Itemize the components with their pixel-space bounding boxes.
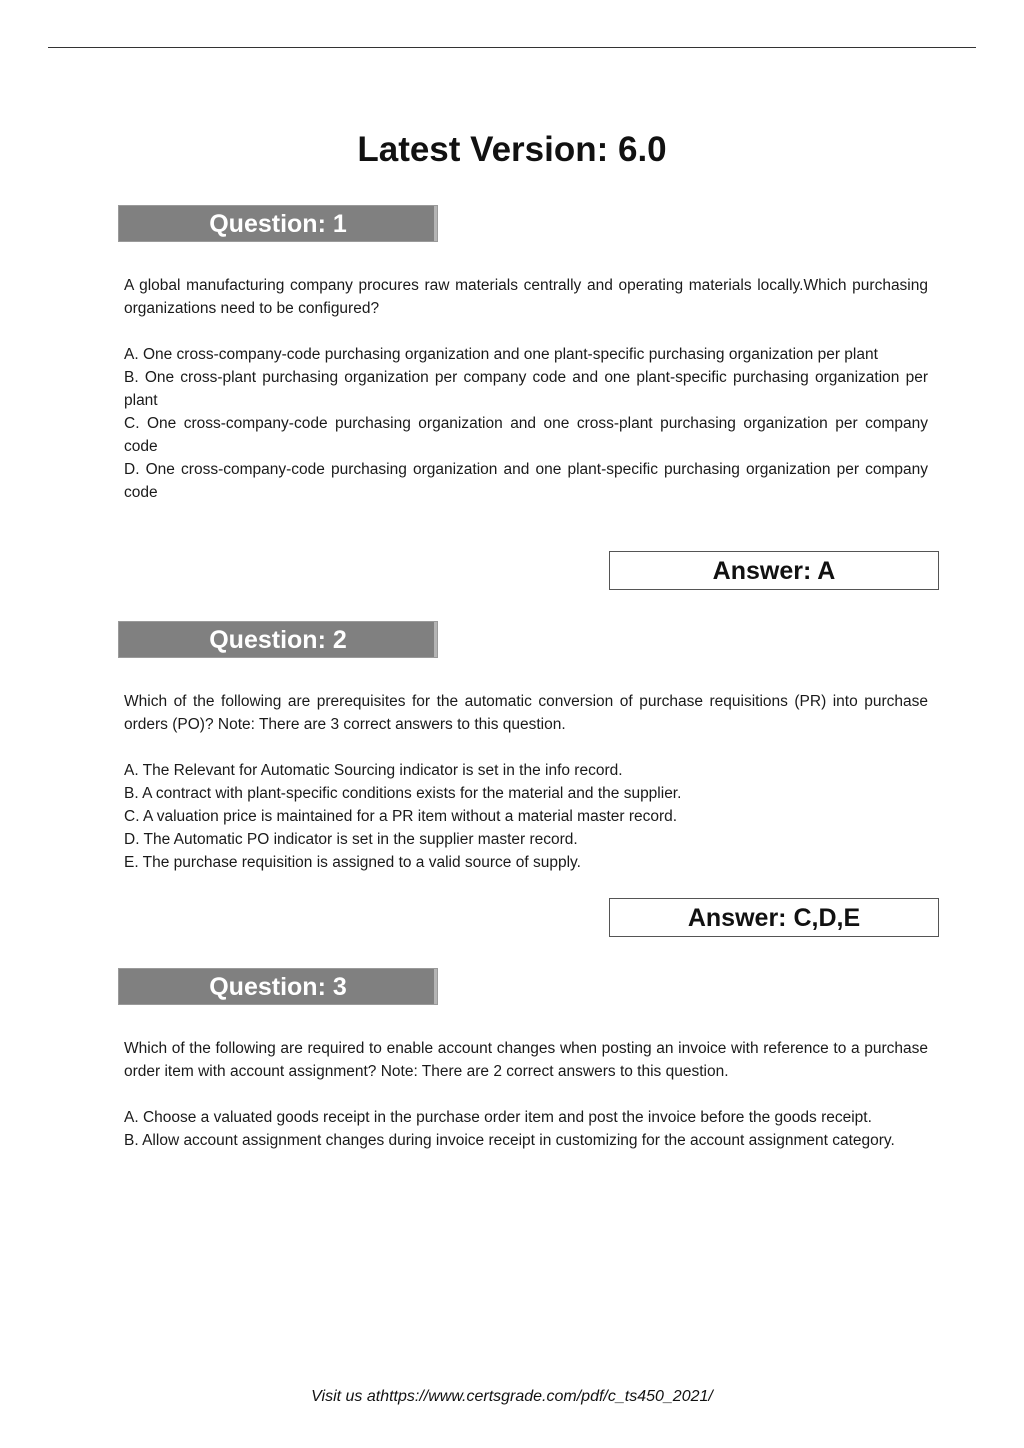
- question-3-header: Question: 3: [118, 968, 438, 1005]
- question-1-text: A global manufacturing company procures raw materials centrally and operating materials locally.Which purchasing organizations need to be configured?: [124, 277, 928, 317]
- question-2-option-a: A. The Relevant for Automatic Sourcing indicator is set in the info record.: [124, 762, 623, 779]
- question-3-option-b: B. Allow account assignment changes during invoice receipt in customizing for the account assignment category.: [124, 1132, 895, 1149]
- footer-link[interactable]: Visit us athttps://www.certsgrade.com/pdf/c_ts450_2021/: [311, 1388, 713, 1405]
- question-3-body: [124, 1037, 928, 1152]
- question-1-option-d: D. One cross-company-code purchasing organization and one plant-specific purchasing organization per company code: [124, 461, 928, 501]
- question-1-option-a: A. One cross-company-code purchasing organization and one plant-specific purchasing organization per plant: [124, 346, 878, 363]
- question-2-option-d: D. The Automatic PO indicator is set in the supplier master record.: [124, 831, 578, 848]
- question-1-option-c: C. One cross-company-code purchasing organization and one cross-plant purchasing organization per company code: [124, 415, 928, 455]
- question-2-body: [124, 690, 928, 874]
- page-title: Latest Version: 6.0: [357, 130, 667, 169]
- question-2-text: Which of the following are prerequisites for the automatic conversion of purchase requisitions (PR) into purchase orders (PO)? Note: There are 3 correct answers to this question.: [124, 693, 928, 733]
- question-3-text: Which of the following are required to enable account changes when posting an invoice with reference to a purchase order item with account assignment? Note: There are 2 correct answers to this question.: [124, 1040, 928, 1080]
- question-1-body: [124, 274, 928, 504]
- question-3-option-a: A. Choose a valuated goods receipt in the purchase order item and post the invoice before the goods receipt.: [124, 1109, 872, 1126]
- question-2-option-e: E. The purchase requisition is assigned to a valid source of supply.: [124, 854, 581, 871]
- question-1-header: Question: 1: [118, 205, 438, 242]
- question-2-option-b: B. A contract with plant-specific conditions exists for the material and the supplier.: [124, 785, 682, 802]
- question-2-answer: Answer: C,D,E: [609, 898, 939, 937]
- question-1-answer: Answer: A: [609, 551, 939, 590]
- header-rule: [48, 47, 976, 48]
- question-2-option-c: C. A valuation price is maintained for a PR item without a material master record.: [124, 808, 678, 825]
- question-2-header: Question: 2: [118, 621, 438, 658]
- question-1-option-b: B. One cross-plant purchasing organization per company code and one plant-specific purchasing organization per plant: [124, 369, 928, 409]
